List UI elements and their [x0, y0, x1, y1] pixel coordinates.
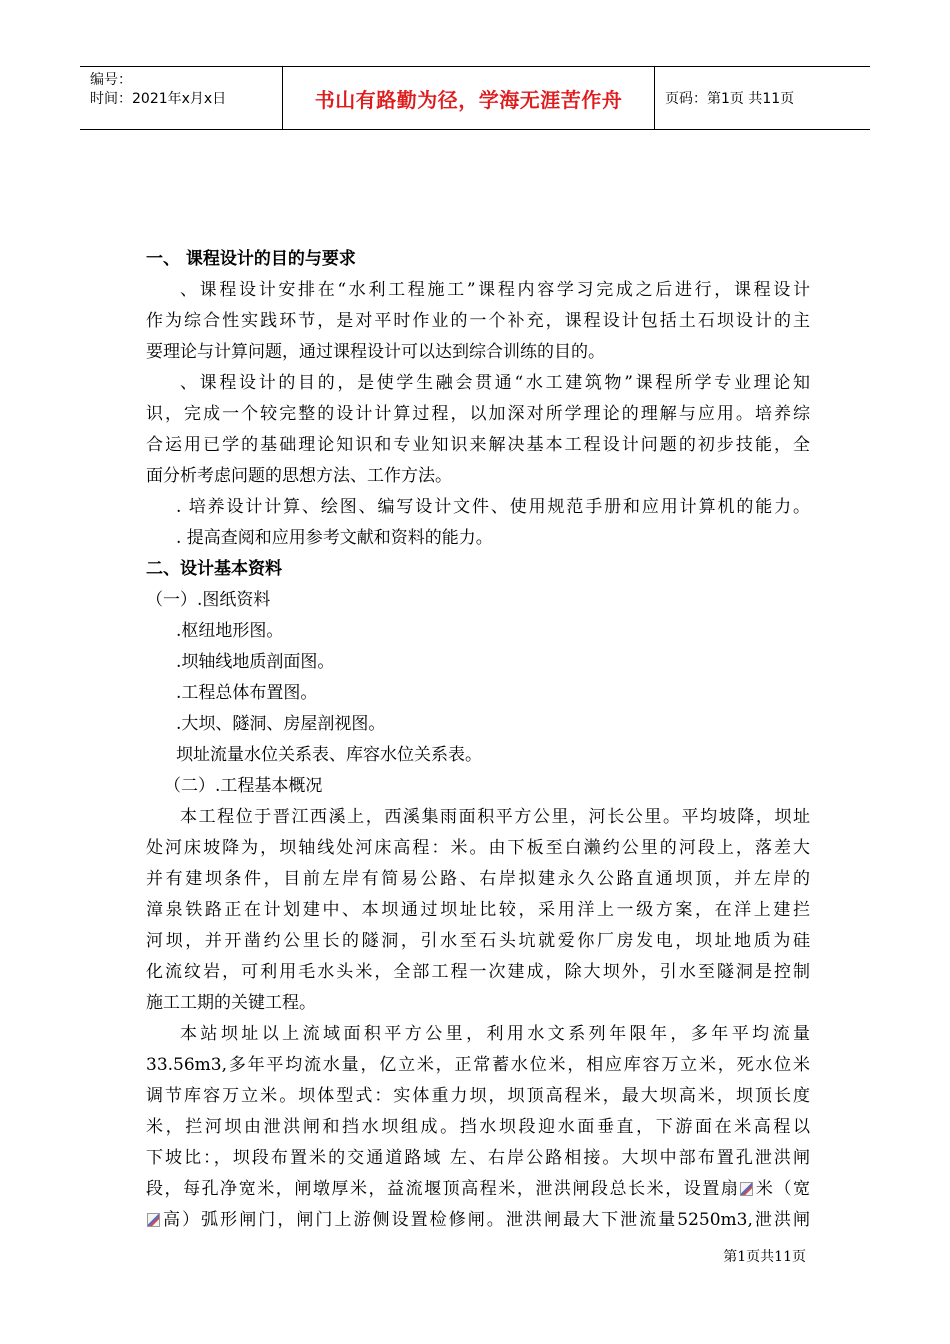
- text-line: [146, 585, 810, 616]
- line-text: 调节库容万立米。坝体型式：实体重力坝，坝顶高程米，最大坝高米，坝顶长度: [146, 1086, 810, 1106]
- line-text: .坝轴线地质剖面图。: [176, 652, 335, 672]
- line-text: . 培养设计计算、绘图、编写设计文件、使用规范手册和应用计算机的能力。: [176, 497, 810, 517]
- text-line: [146, 306, 810, 337]
- line-text: 二、设计基本资料: [146, 559, 282, 579]
- text-line: [146, 833, 810, 864]
- line-text: 33.56m3,多年平均流水量，亿立米，正常蓄水位米，相应库容万立米，死水位米: [146, 1055, 810, 1075]
- line-text: 化流纹岩，可利用毛水头米，全部工程一次建成，除大坝外，引水至隧洞是控制: [146, 962, 810, 982]
- text-line: [146, 771, 810, 802]
- text-line: [146, 926, 810, 957]
- text-line: [146, 1019, 810, 1050]
- broken-image-icon: [740, 1182, 753, 1196]
- section-heading: [146, 244, 810, 275]
- header-motto: 书山有路勤为径，学海无涯苦作舟: [282, 67, 655, 129]
- text-line: [146, 430, 810, 461]
- line-text: 并有建坝条件，目前左岸有简易公路、右岸拟建永久公路直通坝顶，并左岸的: [146, 869, 810, 889]
- line-text: 一、 课程设计的目的与要求: [146, 249, 356, 269]
- line-text: 本工程位于晋江西溪上，西溪集雨面积平方公里，河长公里。平均坡降，坝址: [180, 807, 810, 827]
- text-line: [146, 337, 810, 368]
- text-line: [146, 678, 810, 709]
- text-line: [146, 864, 810, 895]
- page-header: [80, 66, 870, 130]
- text-line: [146, 1174, 810, 1205]
- text-line: [146, 523, 810, 554]
- line-text: .大坝、隧洞、房屋剖视图。: [176, 714, 386, 734]
- line-text: 施工工期的关键工程。: [146, 993, 316, 1013]
- line-text-tail: 高）弧形闸门，闸门上游侧设置检修闸。泄洪闸最大下泄流量5250m3,泄洪闸: [161, 1210, 810, 1230]
- line-text: 漳泉铁路正在计划建中、本坝通过坝址比较，采用洋上一级方案，在洋上建拦: [146, 900, 810, 920]
- text-line: [146, 957, 810, 988]
- text-line: [146, 895, 810, 926]
- line-text: .枢纽地形图。: [176, 621, 284, 641]
- line-text: 合运用已学的基础理论知识和专业知识来解决基本工程设计问题的初步技能，全: [146, 435, 810, 455]
- document-date: 时间：2021年x月x日: [90, 91, 227, 107]
- line-text: 要理论与计算问题，通过课程设计可以达到综合训练的目的。: [146, 342, 605, 362]
- text-line: [146, 740, 810, 771]
- text-line: [146, 368, 810, 399]
- line-text: （二）.工程基本概况: [164, 776, 323, 796]
- line-text: 下坡比：，坝段布置米的交通道路域 左、右岸公路相接。大坝中部布置孔泄洪闸: [146, 1148, 810, 1168]
- text-line: [146, 1050, 810, 1081]
- line-text: 、课程设计的目的，是使学生融会贯通“水工建筑物”课程所学专业理论知: [180, 373, 810, 393]
- document-body: [146, 244, 810, 1236]
- text-line: [146, 1205, 810, 1236]
- line-text: 本站坝址以上流域面积平方公里，利用水文系列年限年，多年平均流量: [180, 1024, 810, 1044]
- line-text: 面分析考虑问题的思想方法、工作方法。: [146, 466, 452, 486]
- line-text: 、课程设计安排在“水利工程施工”课程内容学习完成之后进行，课程设计: [180, 280, 810, 300]
- text-line: [146, 1112, 810, 1143]
- line-text-tail: 米（宽: [754, 1179, 810, 1199]
- line-text: 米，拦河坝由泄洪闸和挡水坝组成。挡水坝段迎水面垂直，下游面在米高程以: [146, 1117, 810, 1137]
- text-line: [146, 709, 810, 740]
- line-text: 作为综合性实践环节，是对平时作业的一个补充，课程设计包括土石坝设计的主: [146, 311, 810, 331]
- broken-image-icon: [147, 1213, 160, 1227]
- line-text: 河坝，并开凿约公里长的隧洞，引水至石头坑就爱你厂房发电，坝址地质为硅: [146, 931, 810, 951]
- document-number: 编号：: [90, 72, 132, 88]
- line-text: . 提高查阅和应用参考文献和资料的能力。: [176, 528, 493, 548]
- line-text: 坝址流量水位关系表、库容水位关系表。: [176, 745, 482, 765]
- text-line: [146, 802, 810, 833]
- text-line: [146, 988, 810, 1019]
- text-line: [146, 461, 810, 492]
- text-line: [146, 399, 810, 430]
- text-line: [146, 275, 810, 306]
- line-text: 识，完成一个较完整的设计计算过程，以加深对所学理论的理解与应用。培养综: [146, 404, 810, 424]
- section-heading: [146, 554, 810, 585]
- line-text: .工程总体布置图。: [176, 683, 318, 703]
- line-text: （一）.图纸资料: [146, 590, 271, 610]
- text-line: [146, 616, 810, 647]
- header-meta: [80, 67, 282, 129]
- text-line: [146, 1143, 810, 1174]
- line-text: 段，每孔净宽米，闸墩厚米，益流堰顶高程米，泄洪闸段总长米，设置扇: [146, 1179, 740, 1199]
- text-line: [146, 492, 810, 523]
- header-page-info: 页码：第1页 共11页: [665, 91, 795, 107]
- page-footer: 第1页共11页: [723, 1249, 806, 1265]
- text-line: [146, 647, 810, 678]
- text-line: [146, 1081, 810, 1112]
- line-text: 处河床坡降为，坝轴线处河床高程：米。由下板至白濑约公里的河段上，落差大: [146, 838, 810, 858]
